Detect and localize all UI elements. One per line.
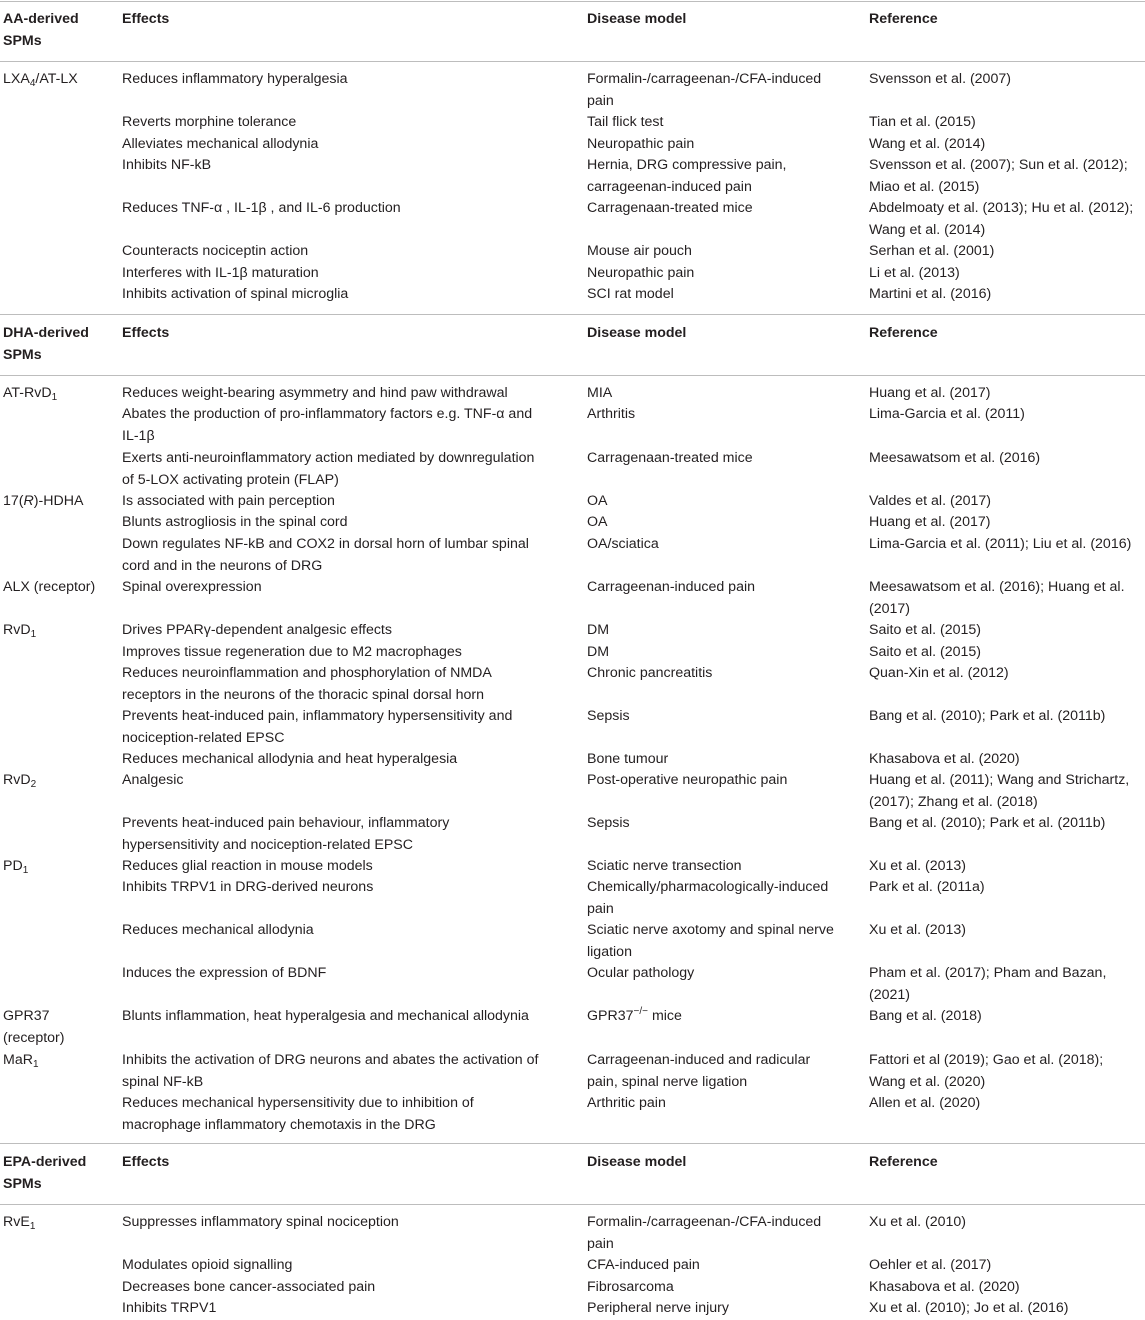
effect-line: Reverts morphine tolerance [122,114,297,130]
disease-model-cell [587,1093,666,1115]
header-name-line: DHA-derived [3,325,89,341]
reference-line: Wang et al. (2014) [869,136,986,152]
disease-line: Formalin-/carrageenan-/CFA-induced [587,71,822,87]
reference-line: Abdelmoaty et al. (2013); Hu et al. (2012); [869,200,1134,216]
effect-cell [122,1212,399,1234]
disease-model-column-header: Disease model [587,325,687,341]
effect-cell [122,1255,292,1277]
disease-model-cell [587,963,694,985]
effect-line: Reduces mechanical hypersensitivity due to inhibition of [122,1095,474,1111]
reference-cell [869,920,966,942]
disease-line: Fibrosarcoma [587,1279,674,1295]
effect-cell [122,491,335,513]
reference-line: Huang et al. (2017) [869,514,991,530]
spm-name-subscript: 1 [32,1059,39,1070]
reference-cell [869,856,966,878]
disease-line: ligation [587,943,632,960]
spm-name-subscript: 2 [30,779,37,790]
disease-line: Carrageenan-induced and radicular [587,1052,811,1068]
disease-model-cell [587,1255,700,1277]
effect-line: Reduces mechanical allodynia [122,922,314,938]
spm-name-text: RvD [3,772,31,788]
disease-line: Tail flick test [587,114,664,130]
section-header-name [3,1152,86,1195]
disease-model-cell [587,577,755,599]
reference-line: Khasabova et al. (2020) [869,751,1020,767]
reference-line: Bang et al. (2018) [869,1008,982,1024]
reference-line: Svensson et al. (2007); Sun et al. (2012); [869,157,1128,173]
reference-cell [869,512,990,534]
disease-model-cell [587,241,692,263]
disease-model-column-header: Disease model [587,1154,687,1170]
reference-line: Huang et al. (2011); Wang and Strichartz, [869,772,1130,788]
reference-line: Saito et al. (2015) [869,644,981,660]
spm-name [3,383,57,405]
disease-model-cell [587,512,608,534]
disease-line: Sciatic nerve transection [587,858,742,874]
reference-line: (2017); Zhang et al. (2018) [869,793,1038,810]
effect-line: of 5-LOX activating protein (FLAP) [122,471,339,488]
header-name-line: SPMs [3,1175,42,1192]
reference-cell [869,198,1133,241]
effect-line: Reduces glial reaction in mouse models [122,858,373,874]
reference-column-header: Reference [869,325,938,341]
effect-line: macrophage inflammatory chemotaxis in the DRG [122,1116,436,1133]
effect-line: Suppresses inflammatory spinal nociception [122,1214,399,1230]
effect-line: Counteracts nociceptin action [122,243,309,259]
effect-cell [122,663,492,706]
disease-model-cell [587,284,674,306]
disease-line: DM [587,644,610,660]
disease-model-column-header: Disease model [587,11,687,27]
effect-cell [122,448,534,491]
disease-model-cell [587,383,612,405]
disease-model-cell [587,856,742,878]
reference-cell [869,663,1009,685]
spm-name-text: MaR [3,1052,33,1068]
spm-name-text: PD [3,858,23,874]
effect-line: Inhibits TRPV1 [122,1300,217,1316]
disease-line: Chemically/pharmacologically-induced [587,879,829,895]
spm-name-text: )-HDHA [33,493,84,509]
effect-cell [122,383,508,405]
effect-line: Prevents heat-induced pain, inflammatory hypersensitivity and [122,708,513,724]
effect-cell [122,642,462,664]
effect-cell [122,770,184,792]
disease-model-cell [587,404,635,426]
effect-cell [122,577,262,599]
reference-cell [869,404,1025,426]
header-bottom-rule [0,61,1145,62]
reference-line: Valdes et al. (2017) [869,493,991,509]
effect-cell [122,263,319,285]
reference-cell [869,620,981,642]
spm-name-text: AT-RvD [3,385,52,401]
disease-line: Formalin-/carrageenan-/CFA-induced [587,1214,822,1230]
disease-model-cell [587,263,694,285]
header-name-line: SPMs [3,32,42,49]
header-name-line: AA-derived [3,11,79,27]
reference-cell [869,749,1020,771]
disease-line: Carrageenan-induced pain [587,579,756,595]
effect-line: Blunts inflammation, heat hyperalgesia and mechanical allodynia [122,1008,529,1024]
reference-line: Lima-Garcia et al. (2011); Liu et al. (2016) [869,536,1132,552]
effect-line: Reduces neuroinflammation and phosphorylation of NMDA [122,665,492,681]
disease-line: Bone tumour [587,751,669,767]
effect-cell [122,1050,538,1093]
disease-line: OA [587,493,608,509]
effect-line: Alleviates mechanical allodynia [122,136,319,152]
reference-cell [869,383,990,405]
disease-line: GPR37 [587,1008,634,1024]
reference-cell [869,134,985,156]
reference-line: Pham et al. (2017); Pham and Bazan, [869,965,1107,981]
spm-name-text: RvE [3,1214,30,1230]
spm-name [3,1050,39,1072]
effect-cell [122,534,529,577]
disease-model-cell [587,198,753,220]
reference-cell [869,770,1129,813]
effect-line: Exerts anti-neuroinflammatory action mediated by downregulation [122,450,535,466]
spm-name-text: (receptor) [3,1029,65,1046]
spm-name-subscript: 4 [29,78,36,89]
effects-column-header: Effects [122,11,170,27]
effect-line: Reduces TNF-α , IL-1β , and IL-6 production [122,200,401,216]
disease-line: Sepsis [587,815,630,831]
spm-name-text: /AT-LX [35,71,78,87]
disease-model-cell [587,663,712,685]
disease-model-cell [587,920,834,963]
section-header-name [3,9,79,52]
section-header-name [3,323,89,366]
reference-cell [869,877,985,899]
reference-cell [869,448,1040,470]
spm-name [3,1006,65,1049]
reference-line: Svensson et al. (2007) [869,71,1011,87]
effect-cell [122,1006,529,1028]
effect-line: Improves tissue regeneration due to M2 macrophages [122,644,462,660]
disease-line: Ocular pathology [587,965,695,981]
effect-cell [122,198,401,220]
effect-line: Reduces inflammatory hyperalgesia [122,71,348,87]
section-top-rule [0,1143,1145,1144]
effects-column-header: Effects [122,1154,170,1170]
disease-line: Carragenaan-treated mice [587,450,753,466]
reference-line: Huang et al. (2017) [869,385,991,401]
reference-line: Khasabova et al. (2020) [869,1279,1020,1295]
reference-line: Xu et al. (2013) [869,922,967,938]
reference-cell [869,1298,1069,1320]
effect-cell [122,706,512,749]
disease-line: Neuropathic pain [587,265,695,281]
disease-line: Neuropathic pain [587,136,695,152]
spm-name [3,620,36,642]
disease-line: mice [648,1008,682,1024]
reference-line: Oehler et al. (2017) [869,1257,992,1273]
disease-model-cell [587,706,630,728]
spm-name-text: 17( [3,493,24,509]
effect-cell [122,1298,216,1320]
effect-line: nociception-related EPSC [122,729,285,746]
reference-line: Xu et al. (2010); Jo et al. (2016) [869,1300,1069,1316]
effect-cell [122,512,348,534]
disease-model-cell [587,112,663,134]
effect-line: Analgesic [122,772,184,788]
reference-line: Wang et al. (2020) [869,1073,986,1090]
reference-cell [869,1212,966,1234]
disease-line: Peripheral nerve injury [587,1300,729,1316]
reference-cell [869,534,1131,556]
reference-cell [869,284,991,306]
reference-line: Miao et al. (2015) [869,178,980,195]
disease-line: pain [587,92,614,109]
spm-name-subscript: 1 [29,1221,36,1232]
reference-cell [869,1093,980,1115]
disease-model-cell [587,134,694,156]
reference-cell [869,241,994,263]
spm-name [3,856,28,878]
reference-line: Fattori et al (2019); Gao et al. (2018); [869,1052,1104,1068]
spm-name-text: GPR37 [3,1008,50,1024]
reference-line: Quan-Xin et al. (2012) [869,665,1009,681]
effect-line: Down regulates NF-kB and COX2 in dorsal horn of lumbar spinal [122,536,529,552]
effect-line: Induces the expression of BDNF [122,965,327,981]
disease-line: OA [587,514,608,530]
effect-cell [122,963,326,985]
reference-line: Park et al. (2011a) [869,879,985,895]
spm-name [3,770,36,792]
disease-line: Post-operative neuropathic pain [587,772,788,788]
effect-line: spinal NF-kB [122,1073,204,1090]
effect-line: receptors in the neurons of the thoracic spinal dorsal horn [122,686,484,703]
reference-line: Allen et al. (2020) [869,1095,981,1111]
effect-line: cord and in the neurons of DRG [122,557,323,574]
effect-line: Abates the production of pro-inflammatory factors e.g. TNF-α and [122,406,533,422]
reference-line: Xu et al. (2013) [869,858,967,874]
disease-model-cell [587,770,787,792]
effect-cell [122,155,211,177]
reference-line: Serhan et al. (2001) [869,243,995,259]
disease-model-cell [587,813,630,835]
reference-column-header: Reference [869,1154,938,1170]
disease-model-cell [587,1006,682,1028]
disease-line: Arthritic pain [587,1095,666,1111]
reference-line: Meesawatsom et al. (2016) [869,450,1041,466]
disease-line: Arthritis [587,406,636,422]
disease-line: CFA-induced pain [587,1257,700,1273]
effect-cell [122,1277,375,1299]
disease-line: OA/sciatica [587,536,659,552]
effect-line: IL-1β [122,427,155,444]
reference-column-header: Reference [869,11,938,27]
spm-name [3,1212,35,1234]
reference-line: Bang et al. (2010); Park et al. (2011b) [869,815,1106,831]
reference-line: Lima-Garcia et al. (2011) [869,406,1025,422]
disease-line: Mouse air pouch [587,243,692,259]
disease-model-cell [587,155,786,198]
disease-line: MIA [587,385,613,401]
disease-model-cell [587,534,659,556]
reference-cell [869,1050,1103,1093]
effect-cell [122,749,457,771]
effect-cell [122,856,373,878]
spm-name-subscript: 1 [51,392,58,403]
spm-name [3,577,95,599]
spm-name-text: LXA [3,71,30,87]
spm-name-text: ALX (receptor) [3,579,96,595]
effect-line: Reduces weight-bearing asymmetry and hind paw withdrawal [122,385,508,401]
effect-line: Spinal overexpression [122,579,262,595]
disease-model-cell [587,749,668,771]
disease-line: DM [587,622,610,638]
effect-cell [122,877,373,899]
disease-line: Sepsis [587,708,630,724]
reference-cell [869,69,1011,91]
disease-line: pain [587,900,614,917]
effect-cell [122,404,532,447]
disease-model-cell [587,877,828,920]
spm-name-italic: R [23,493,34,509]
effect-line: Inhibits NF-kB [122,157,212,173]
header-bottom-rule [0,1204,1145,1205]
reference-line: (2017) [869,600,911,617]
reference-cell [869,155,1128,198]
disease-model-cell [587,1298,729,1320]
spm-name [3,491,83,513]
disease-line: Chronic pancreatitis [587,665,713,681]
disease-line: Carragenaan-treated mice [587,200,753,216]
disease-model-cell [587,448,753,470]
disease-line: Sciatic nerve axotomy and spinal nerve [587,922,834,938]
reference-line: Saito et al. (2015) [869,622,981,638]
disease-superscript: −/− [633,1006,648,1017]
reference-line: Tian et al. (2015) [869,114,976,130]
disease-line: pain, spinal nerve ligation [587,1073,748,1090]
effect-cell [122,920,314,942]
spm-name-text: RvD [3,622,31,638]
effect-cell [122,241,308,263]
reference-cell [869,706,1105,728]
reference-cell [869,112,976,134]
disease-line: carrageenan-induced pain [587,178,752,195]
section-top-rule [0,1,1145,2]
effect-line: Inhibits TRPV1 in DRG-derived neurons [122,879,374,895]
reference-cell [869,963,1106,1006]
effect-line: Inhibits activation of spinal microglia [122,286,349,302]
reference-line: Meesawatsom et al. (2016); Huang et al. [869,579,1125,595]
spm-name [3,69,78,91]
effect-cell [122,620,392,642]
effect-line: Is associated with pain perception [122,493,335,509]
reference-cell [869,1255,991,1277]
effect-cell [122,112,296,134]
effect-line: Inhibits the activation of DRG neurons and abates the activation of [122,1052,539,1068]
effect-line: Blunts astrogliosis in the spinal cord [122,514,348,530]
disease-line: SCI rat model [587,286,674,302]
disease-line: Hernia, DRG compressive pain, [587,157,787,173]
reference-cell [869,491,991,513]
effect-line: Reduces mechanical allodynia and heat hyperalgesia [122,751,458,767]
spm-name-subscript: 1 [22,865,29,876]
reference-line: Wang et al. (2014) [869,221,986,238]
reference-cell [869,1006,982,1028]
effect-cell [122,1093,474,1136]
effect-line: Modulates opioid signalling [122,1257,293,1273]
reference-line: Bang et al. (2010); Park et al. (2011b) [869,708,1106,724]
reference-cell [869,813,1105,835]
disease-model-cell [587,1277,674,1299]
reference-line: Li et al. (2013) [869,265,960,281]
disease-line: pain [587,1235,614,1252]
disease-model-cell [587,642,609,664]
effect-cell [122,134,318,156]
effect-line: hypersensitivity and nociception-related EPSC [122,836,413,853]
reference-cell [869,263,960,285]
spm-name-subscript: 1 [30,629,37,640]
disease-model-cell [587,1212,821,1255]
header-bottom-rule [0,375,1145,376]
section-top-rule [0,314,1145,315]
disease-model-cell [587,1050,810,1093]
effect-line: Decreases bone cancer-associated pain [122,1279,376,1295]
header-name-line: SPMs [3,346,42,363]
effect-cell [122,69,348,91]
reference-cell [869,1277,1020,1299]
header-name-line: EPA-derived [3,1154,87,1170]
disease-model-cell [587,491,608,513]
effects-column-header: Effects [122,325,170,341]
effect-line: Drives PPARγ-dependent analgesic effects [122,622,392,638]
effect-line: Prevents heat-induced pain behaviour, inflammatory [122,815,450,831]
effect-line: Interferes with IL-1β maturation [122,265,319,281]
effect-cell [122,284,348,306]
reference-cell [869,577,1125,620]
effect-cell [122,813,449,856]
reference-line: (2021) [869,986,911,1003]
reference-line: Xu et al. (2010) [869,1214,967,1230]
disease-model-cell [587,620,609,642]
reference-line: Martini et al. (2016) [869,286,992,302]
reference-cell [869,642,981,664]
disease-model-cell [587,69,821,112]
